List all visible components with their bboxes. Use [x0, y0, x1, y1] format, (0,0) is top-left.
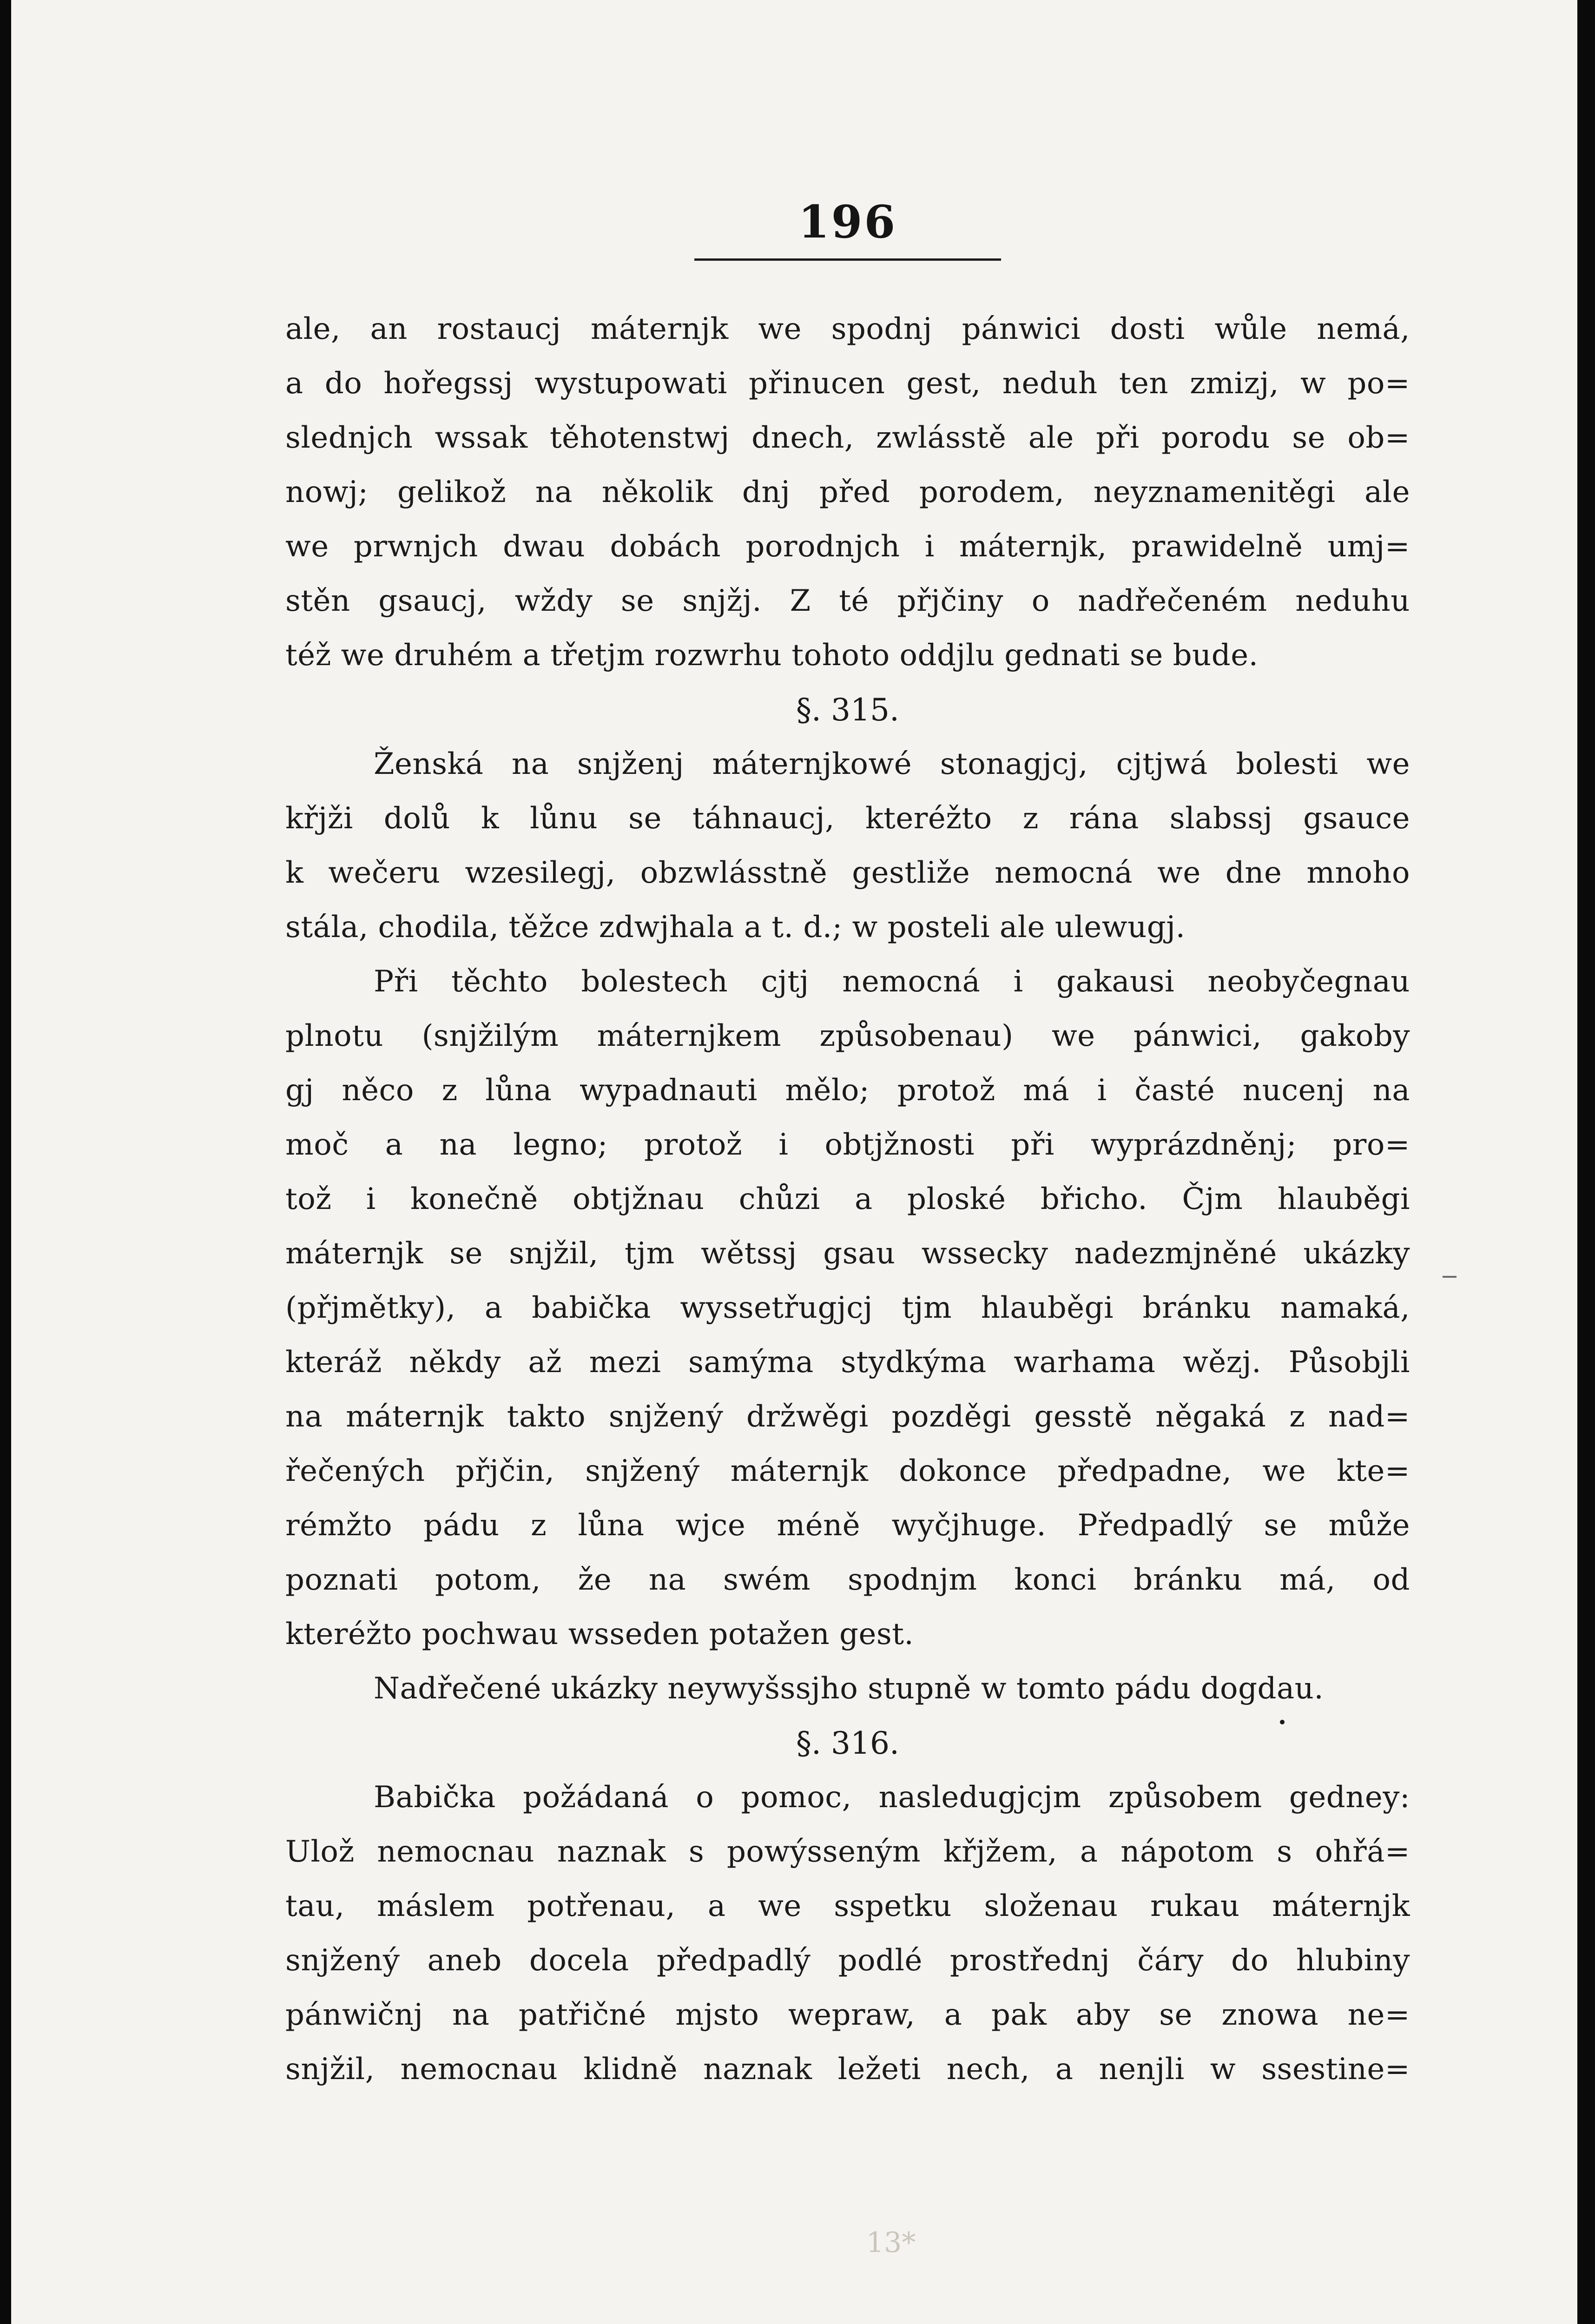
text-line: Při těchto bolestech cjtj nemocná i gakausi neobyčegnau [374, 964, 1410, 999]
text-line: rémžto pádu z lůna wjce méně wyčjhuge. Předpadlý se může [285, 1508, 1410, 1543]
text-line: řečených přjčin, snjžený máternjk dokonce předpadne, we kte= [285, 1454, 1410, 1488]
section-heading-316: §. 316. [796, 1725, 899, 1761]
header-rule [694, 258, 1001, 261]
section-315-paragraph-3 [285, 1662, 1410, 1716]
margin-mark [1443, 1276, 1457, 1278]
page-header [694, 196, 1001, 261]
text-line: též we druhém a třetjm rozwrhu tohoto oddjlu gednati se bude. [285, 638, 1259, 673]
text-line: ale, an rostaucj máternjk we spodnj pánwici dosti wůle nemá, [285, 312, 1410, 346]
text-line: na máternjk takto snjžený držwěgi pozděgi gesstě něgaká z nad= [285, 1400, 1410, 1434]
text-line: poznati potom, že na swém spodnjm konci bránku má, od [285, 1563, 1410, 1597]
text-line: k wečeru wzesilegj, obzwlásstně gestliže nemocná we dne mnoho [285, 856, 1410, 890]
page-number: 196 [798, 196, 897, 248]
text-line: kteráž někdy až mezi samýma stydkýma warhama wězj. Působjli [285, 1345, 1410, 1380]
text-line: stála, chodila, těžce zdwjhala a t. d.; w posteli ale ulewugj. [285, 910, 1186, 944]
text-line: plnotu (snjžilým máternjkem způsobenau) we pánwici, gakoby [285, 1019, 1410, 1053]
section-315-paragraph-1 [285, 737, 1410, 955]
signature-mark: 13* [866, 2226, 916, 2259]
section-316-paragraph-1 [285, 1770, 1410, 2097]
text-line: pánwičnj na patřičné mjsto wepraw, a pak aby se znowa ne= [285, 1998, 1410, 2032]
text-line: snjžený aneb docela předpadlý podlé prostřednj čáry do hlubiny [285, 1943, 1410, 1978]
text-line: slednjch wssak těhotenstwj dnech, zwlásstě ale při porodu se ob= [285, 421, 1410, 455]
continued-paragraph [285, 302, 1410, 683]
text-line: a do hořegssj wystupowati přinucen gest, neduh ten zmizj, w po= [285, 366, 1410, 401]
section-heading-315: §. 315. [796, 692, 899, 728]
text-line: máternjk se snjžil, tjm wětssj gsau wssecky nadezmjněné ukázky [285, 1236, 1410, 1271]
text-line: snjžil, nemocnau klidně naznak ležeti nech, a nenjli w ssestine= [285, 2052, 1410, 2086]
text-line: křjži dolů k lůnu se táhnaucj, kteréžto z rána slabssj gsauce [285, 801, 1410, 836]
text-line: moč a na legno; protož i obtjžnosti při wyprázdněnj; pro= [285, 1128, 1410, 1162]
text-line: Ulož nemocnau naznak s powýsseným křjžem, a nápotom s ohřá= [285, 1835, 1410, 1869]
text-line: gj něco z lůna wypadnauti mělo; protož má i časté nucenj na [285, 1073, 1410, 1108]
text-line: nowj; gelikož na několik dnj před porodem, neyznamenitěgi ale [285, 475, 1410, 509]
book-page [11, 0, 1577, 2324]
section-315-paragraph-2 [285, 955, 1410, 1662]
text-line: kteréžto pochwau wsseden potažen gest. [285, 1617, 914, 1651]
text-line: stěn gsaucj, wždy se snjžj. Z té přjčiny o nadřečeném neduhu [285, 584, 1410, 618]
text-line: Ženská na snjženj máternjkowé stonagjcj, cjtjwá bolesti we [374, 747, 1410, 781]
text-line: Nadřečené ukázky neywyšssjho stupně w tomto pádu dogdau. [374, 1671, 1324, 1706]
text-line: (přjmětky), a babička wyssetřugjcj tjm hlauběgi bránku namaká, [285, 1291, 1410, 1325]
text-line: tau, máslem potřenau, a we sspetku složenau rukau máternjk [285, 1889, 1410, 1923]
text-line: we prwnjch dwau dobách porodnjch i máternjk, prawidelně umj= [285, 529, 1410, 564]
text-line: tož i konečně obtjžnau chůzi a ploské břicho. Čjm hlauběgi [285, 1182, 1410, 1216]
ink-speck [1280, 1720, 1285, 1724]
text-line: Babička požádaná o pomoc, nasledugjcjm způsobem gedney: [374, 1780, 1410, 1815]
body-text [285, 302, 1410, 2097]
